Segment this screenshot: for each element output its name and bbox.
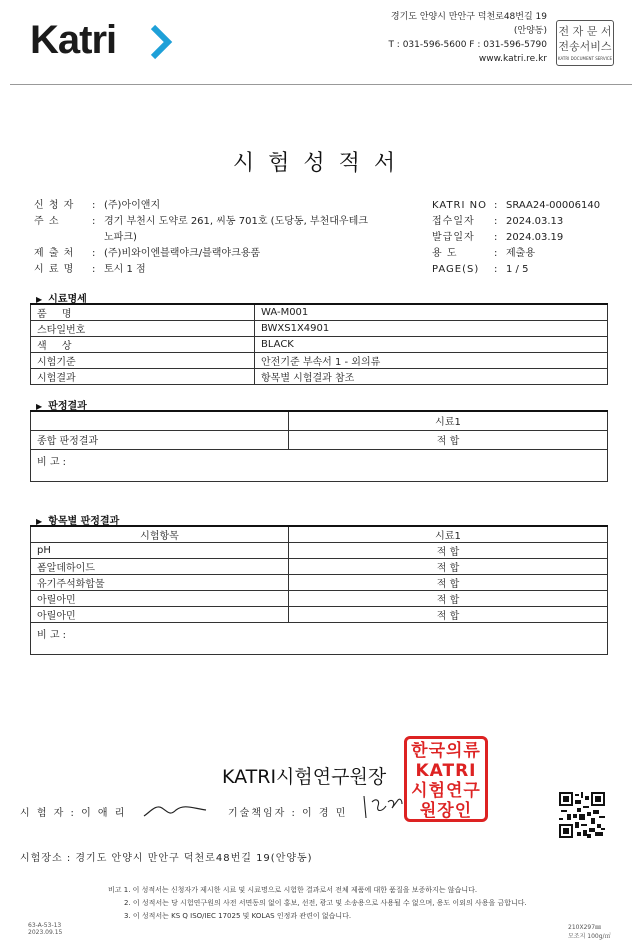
applicant-info: 신 청 자 : (주)아이앤지 주 소 : 경기 부천시 도약로 261, 씨동 701호 (도당동, 부천대우테크 노파크) 제 출 처 : (주)비와이엔블랙야크/블랙야크용품 시 료 명 : 토시 1 점 bbox=[34, 198, 368, 278]
paper-spec bbox=[568, 922, 611, 940]
table-row bbox=[31, 623, 608, 655]
table-row bbox=[31, 369, 608, 385]
received-label: 접수일자 bbox=[432, 216, 475, 227]
sample-label: 시 료 명 bbox=[34, 264, 75, 275]
place-value: 경기도 안양시 만안구 덕천로48번길 19(안양동) bbox=[75, 853, 313, 864]
judgement-remark: 비 고 : bbox=[31, 449, 608, 481]
spec-label: 시험결과 bbox=[31, 369, 255, 385]
spec-value: 항목별 시험결과 참조 bbox=[255, 369, 608, 385]
table-row bbox=[31, 591, 608, 607]
official-seal bbox=[404, 736, 488, 822]
header-divider bbox=[10, 84, 632, 85]
report-no: SRAA24-00006140 bbox=[506, 200, 601, 211]
note-item: 3. 이 성적서는 KS Q ISO/IEC 17025 및 KOLAS 인정과 관련이 없습니다. bbox=[124, 912, 352, 920]
katri-logo: Katri bbox=[30, 18, 117, 62]
table-row bbox=[31, 526, 608, 543]
item-name: 유기주석화합물 bbox=[31, 575, 289, 591]
table-row bbox=[31, 449, 608, 481]
item-result: 적 합 bbox=[289, 591, 608, 607]
item-name: 아릴아민 bbox=[31, 591, 289, 607]
manager-label: 기술책임자 : bbox=[228, 808, 297, 819]
page-value: 1 / 5 bbox=[506, 264, 529, 275]
chevron-right-icon bbox=[148, 24, 174, 60]
form-date: 2023.09.15 bbox=[28, 929, 63, 936]
e-document-badge bbox=[556, 20, 614, 66]
table-row bbox=[31, 430, 608, 449]
received-date: 2024.03.13 bbox=[506, 216, 564, 227]
table-row bbox=[31, 411, 608, 430]
header-website: www.katri.re.kr bbox=[478, 54, 547, 64]
header-contact bbox=[388, 10, 547, 66]
tester-name: 이 애 리 bbox=[81, 808, 127, 819]
seal-line: KATRI bbox=[415, 761, 477, 781]
address-cont: 노파크) bbox=[104, 232, 137, 243]
table-row bbox=[31, 559, 608, 575]
page-label: PAGE(S) bbox=[432, 264, 480, 275]
item-result: 적 합 bbox=[289, 575, 608, 591]
item-name: 아릴아민 bbox=[31, 607, 289, 623]
tester-signature bbox=[140, 796, 210, 822]
item-name: pH bbox=[31, 543, 289, 559]
spec-label: 품 명 bbox=[31, 304, 255, 321]
item-result: 적 합 bbox=[289, 607, 608, 623]
spec-value: 안전기준 부속서 1 - 외의류 bbox=[255, 353, 608, 369]
sample-value: 토시 1 점 bbox=[104, 264, 146, 275]
table-row bbox=[31, 543, 608, 559]
purpose-value: 제출용 bbox=[506, 248, 535, 259]
form-no: 63-A-53-13 bbox=[28, 922, 62, 929]
address-value: 경기 부천시 도약로 261, 씨동 701호 (도당동, 부천대우테크 bbox=[104, 216, 368, 227]
overall-value: 적 합 bbox=[289, 430, 608, 449]
tester-label: 시 험 자 : bbox=[20, 808, 76, 819]
qr-code-icon bbox=[559, 792, 605, 838]
note-item: 2. 이 성적서는 당 시험연구원의 사전 서면동의 없이 홍보, 선전, 광고 및 소송용으로 사용될 수 없으며, 용도 이외의 사용을 금합니다. bbox=[124, 899, 527, 907]
table-row bbox=[31, 304, 608, 321]
test-place-line bbox=[20, 849, 313, 864]
judgement-col-header: 시료1 bbox=[289, 411, 608, 430]
table-row bbox=[31, 337, 608, 353]
applicant-value: (주)아이앤지 bbox=[104, 200, 161, 211]
header-address-sub: (안양동) bbox=[513, 26, 547, 36]
issued-date: 2024.03.19 bbox=[506, 232, 564, 243]
table-row bbox=[31, 321, 608, 337]
manager-signature bbox=[358, 790, 408, 824]
sample-spec-title: ▶ 시료명세 bbox=[36, 290, 87, 305]
badge-line1: 전 자 문 서 bbox=[558, 25, 612, 38]
manager-line bbox=[228, 804, 347, 819]
items-remark: 비 고 : bbox=[31, 623, 608, 655]
spec-value: WA-M001 bbox=[255, 304, 608, 321]
note-item: 비고 1. 이 성적서는 신청자가 제시한 시료 및 시료명으로 시험한 결과로서 전체 제품에 대한 품질을 보증하지는 않습니다. bbox=[108, 886, 478, 894]
sample-spec-table bbox=[30, 303, 608, 385]
paper-weight: 모조지 100g/㎡ bbox=[568, 933, 611, 940]
table-row bbox=[31, 575, 608, 591]
page-title: 시험성적서 bbox=[232, 151, 410, 176]
address-label: 주 소 bbox=[34, 216, 60, 227]
notes bbox=[108, 884, 527, 923]
table-row bbox=[31, 607, 608, 623]
spec-label: 색 상 bbox=[31, 337, 255, 353]
submitter-label: 제 출 처 bbox=[34, 248, 75, 259]
issued-label: 발급일자 bbox=[432, 232, 475, 243]
seal-line: 시험연구 bbox=[411, 781, 481, 801]
spec-value: BWXS1X4901 bbox=[255, 321, 608, 337]
purpose-label: 용 도 bbox=[432, 248, 458, 259]
header-phone: T : 031-596-5600 F : 031-596-5790 bbox=[388, 40, 547, 50]
overall-label: 종합 판정결과 bbox=[31, 430, 289, 449]
table-row bbox=[31, 353, 608, 369]
judgement-title: ▶ 판정결과 bbox=[36, 397, 87, 412]
item-result: 적 합 bbox=[289, 543, 608, 559]
applicant-label: 신 청 자 bbox=[34, 200, 75, 211]
spec-value: BLACK bbox=[255, 337, 608, 353]
org-name: KATRI시험연구원장 bbox=[222, 766, 387, 788]
seal-line: 한국의류 bbox=[411, 741, 481, 761]
submitter-value: (주)비와이엔블랙야크/블랙야크용품 bbox=[104, 248, 261, 259]
badge-small: KATRI DOCUMENT SERVICE bbox=[557, 56, 613, 61]
report-info: KATRI NO : SRAA24-00006140 접수일자 : 2024.03.13 발급일자 : 2024.03.19 용 도 : 제출용 PAGE(S) : 1 / 5 bbox=[432, 198, 600, 278]
tester-line bbox=[20, 804, 126, 819]
items-col-sample: 시료1 bbox=[289, 526, 608, 543]
place-label: 시험장소 : bbox=[20, 853, 72, 864]
item-name: 폼알데하이드 bbox=[31, 559, 289, 575]
badge-line2: 전송서비스 bbox=[558, 40, 612, 53]
items-title: ▶ 항목별 판정결과 bbox=[36, 512, 119, 527]
items-table bbox=[30, 525, 608, 655]
header-address: 경기도 안양시 만안구 덕천로48번길 19 bbox=[390, 12, 547, 22]
judgement-table bbox=[30, 410, 608, 482]
spec-label: 시험기준 bbox=[31, 353, 255, 369]
spec-label: 스타일번호 bbox=[31, 321, 255, 337]
item-result: 적 합 bbox=[289, 559, 608, 575]
manager-name: 이 경 민 bbox=[302, 808, 348, 819]
seal-line: 원장인 bbox=[419, 801, 473, 821]
items-col-item: 시험항목 bbox=[31, 526, 289, 543]
report-no-label: KATRI NO bbox=[432, 200, 487, 211]
paper-size: 210X297㎜ bbox=[568, 924, 602, 931]
